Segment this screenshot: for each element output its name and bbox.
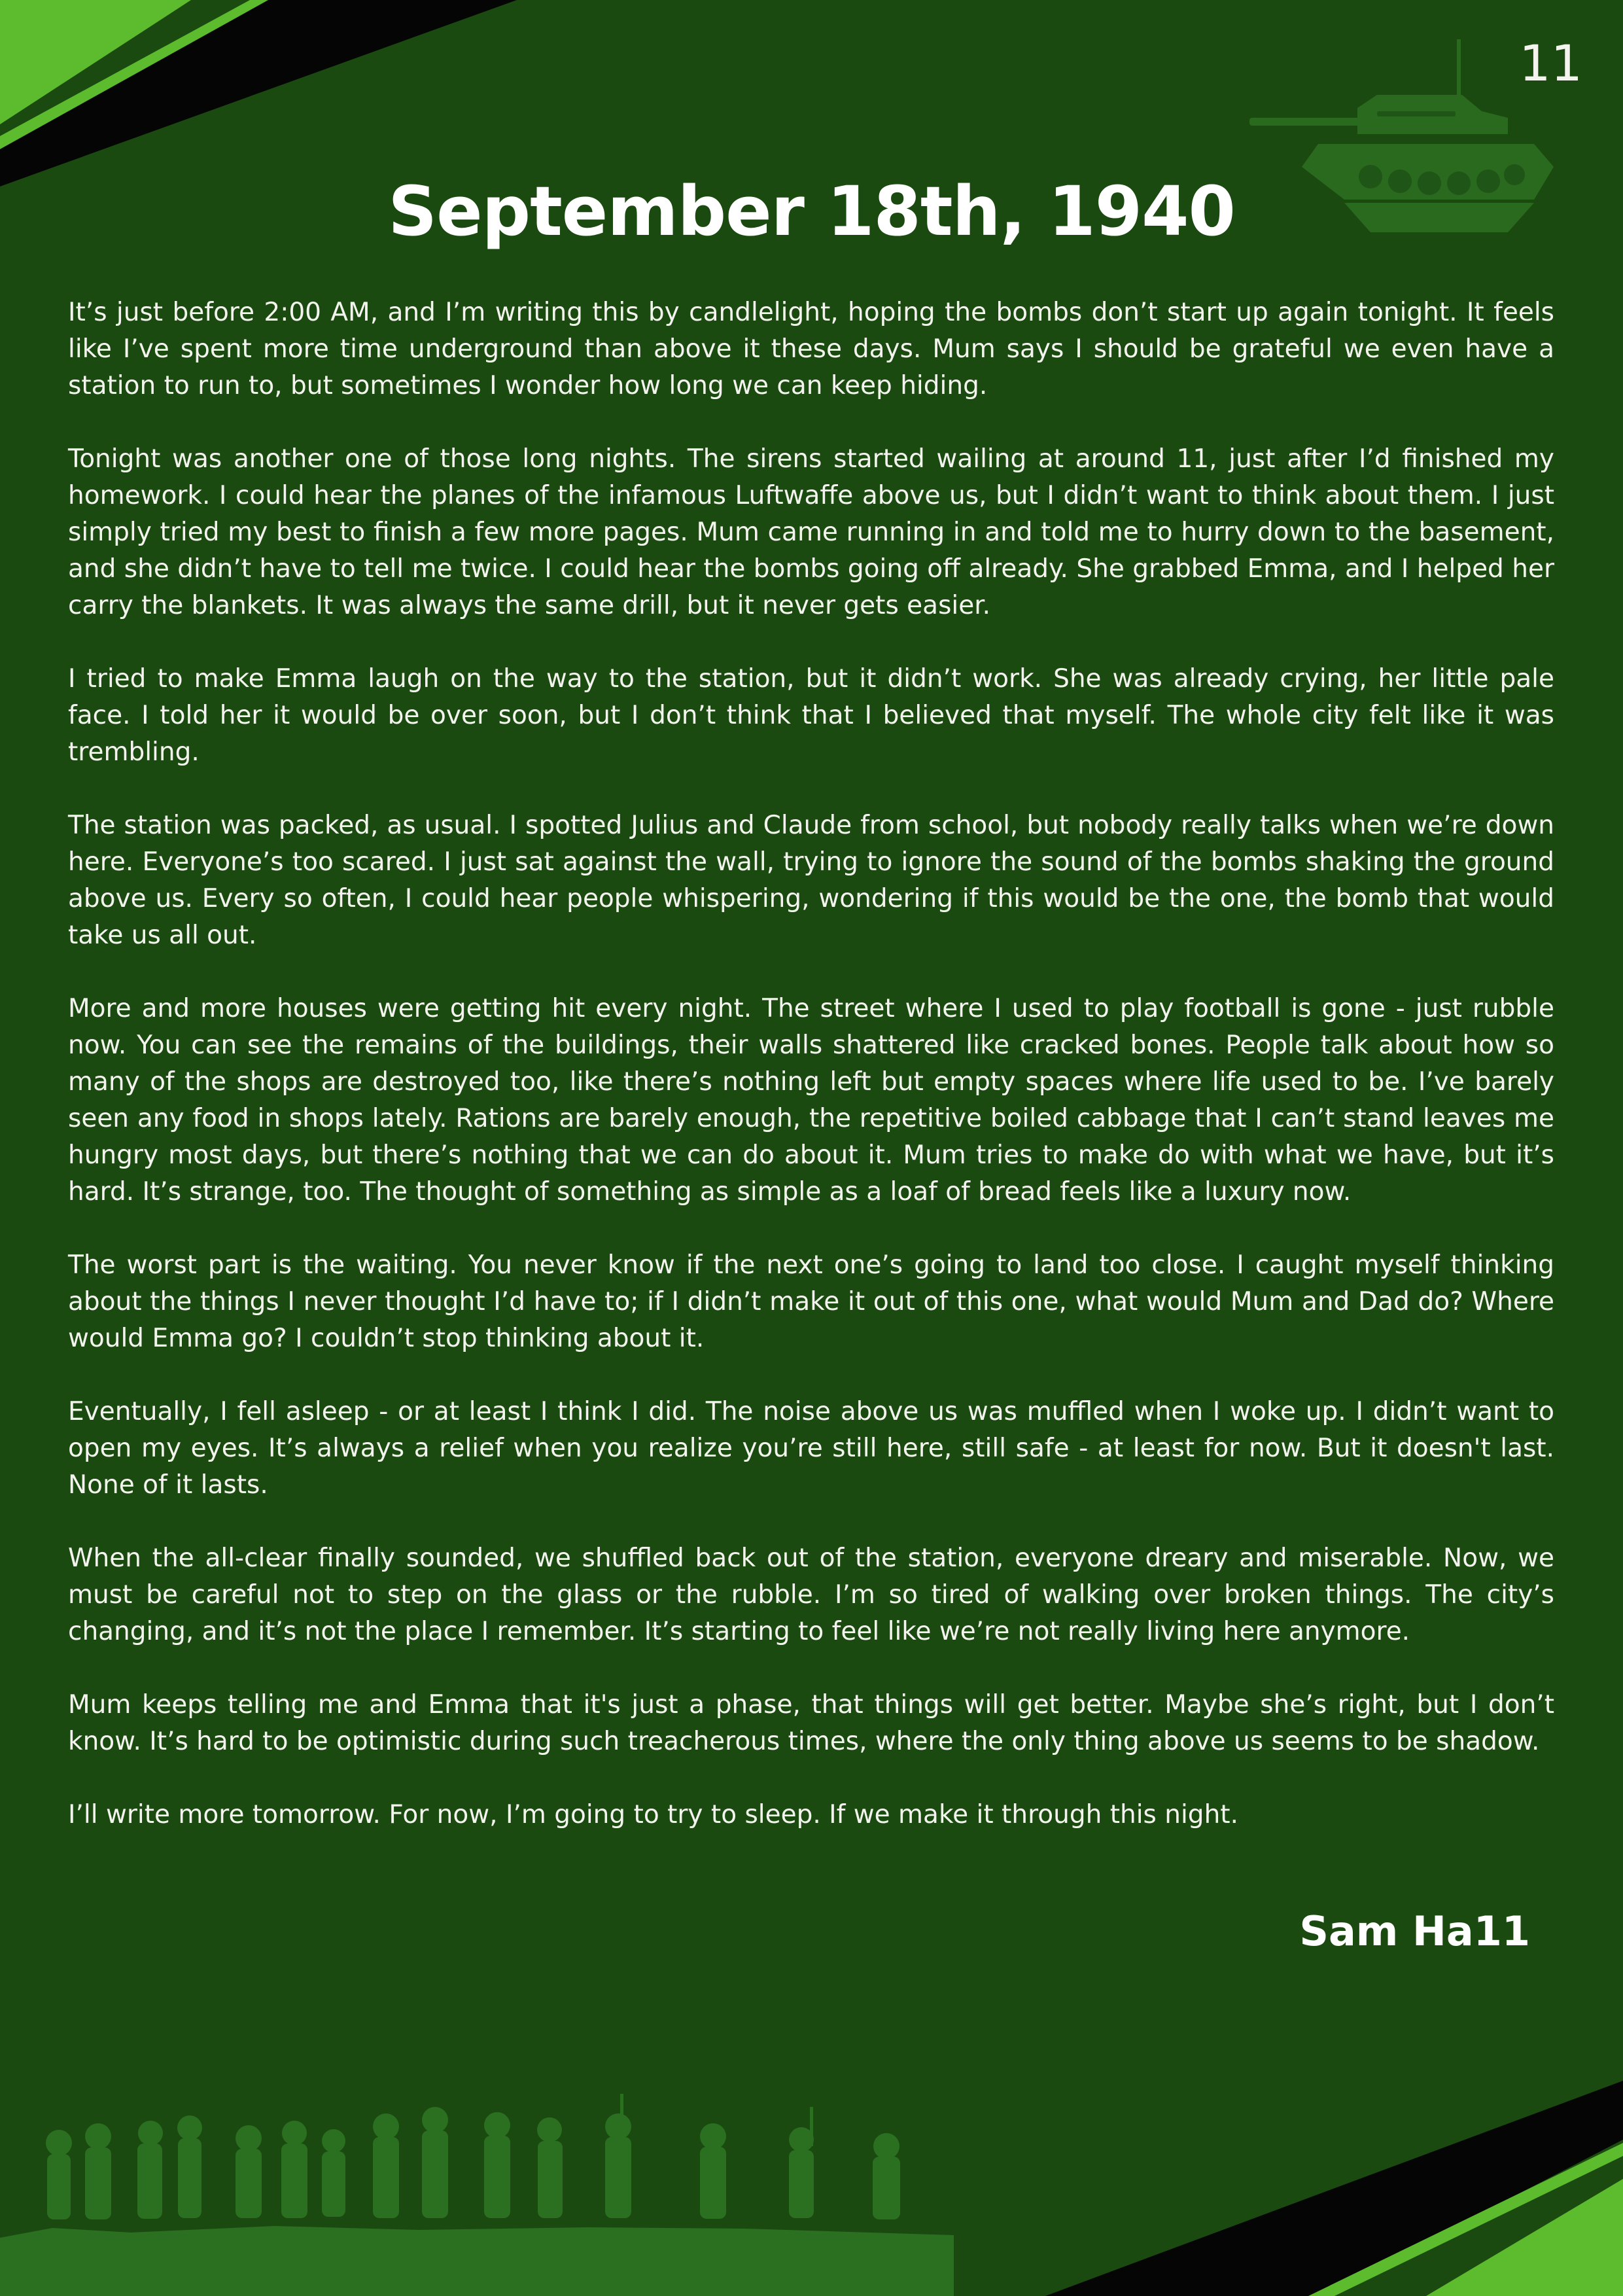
paragraph: Eventually, I fell asleep - or at least I think I did. The noise above us was muffled when I woke up. I didn’t want to open my eyes. It’s always a relief when you realize you’re still here, still safe - at least for now. But it doesn't last. None of it lasts. <box>68 1397 1554 1500</box>
soldiers-silhouette-icon <box>0 2081 955 2296</box>
paragraph: The station was packed, as usual. I spotted Julius and Claude from school, but nobody really talks when we’re down here. Everyone’s too scared. I just sat against the wall, trying to ignore the sound of the bombs shaking the ground above us. Every so often, I could hear people whispering, wondering if this would be the one, the bomb that would take us all out. <box>68 811 1554 950</box>
signature: Sam Ha11 <box>1299 1907 1530 1955</box>
paragraph: Mum keeps telling me and Emma that it's just a phase, that things will get better. Maybe she’s right, but I don’t know. It’s hard to be optimistic during such treacherous times, where the only thing above us seems to be shadow. <box>68 1690 1554 1756</box>
paragraph: It’s just before 2:00 AM, and I’m writing this by candlelight, hoping the bombs don’t start up again tonight. It feels like I’ve spent more time underground than above it these days. Mum says I should be grateful we even have a station to run to, but sometimes I wonder how long we can keep hiding. <box>68 298 1554 400</box>
page-title: September 18th, 1940 <box>388 171 1235 251</box>
paragraph: I tried to make Emma laugh on the way to the station, but it didn’t work. She was already crying, her little pale face. I told her it would be over soon, but I don’t think that I believed that myself. The whole city felt like it was trembling. <box>68 664 1554 767</box>
corner-stripes-bottom-right <box>1034 2074 1623 2296</box>
paragraph: Tonight was another one of those long nights. The sirens started wailing at around 11, just after I’d finished my homework. I could hear the planes of the infamous Luftwaffe above us, but I didn’t want to think about them. I just simply tried my best to finish a few more pages. Mum came running in and told me to hurry down to the basement, and she didn’t have to tell me twice. I could hear the bombs going off already. She grabbed Emma, and I helped her carry the blankets. It was always the same drill, but it never gets easier. <box>68 444 1554 620</box>
paragraph: The worst part is the waiting. You never know if the next one’s going to land too close. I caught myself thinking about the things I never thought I’d have to; if I didn’t make it out of this one, what would Mum and Dad do? Where would Emma go? I couldn’t stop thinking about it. <box>68 1250 1554 1353</box>
page-number: 11 <box>1519 34 1582 92</box>
corner-stripes-top-left <box>0 0 523 196</box>
paragraph: I’ll write more tomorrow. For now, I’m going to try to sleep. If we make it through this night. <box>68 1800 1238 1829</box>
diary-body <box>68 294 1554 1870</box>
paragraph: When the all-clear finally sounded, we shuffled back out of the station, everyone dreary and miserable. Now, we must be careful not to step on the glass or the rubble. I’m so tired of walking over broken things. The city’s changing, and it’s not the place I remember. It’s starting to feel like we’re not really living here anymore. <box>68 1544 1554 1646</box>
paragraph: More and more houses were getting hit every night. The street where I used to play football is gone - just rubble now. You can see the remains of the buildings, their walls shattered like cracked bones. People talk about how so many of the shops are destroyed too, like there’s nothing left but empty spaces where life used to be. I’ve barely seen any food in shops lately. Rations are barely enough, the repetitive boiled cabbage that I can’t stand leaves me hungry most days, but there’s nothing that we can do about it. Mum tries to make do with what we have, but it’s hard. It’s strange, too. The thought of something as simple as a loaf of bread feels like a luxury now. <box>68 994 1554 1207</box>
